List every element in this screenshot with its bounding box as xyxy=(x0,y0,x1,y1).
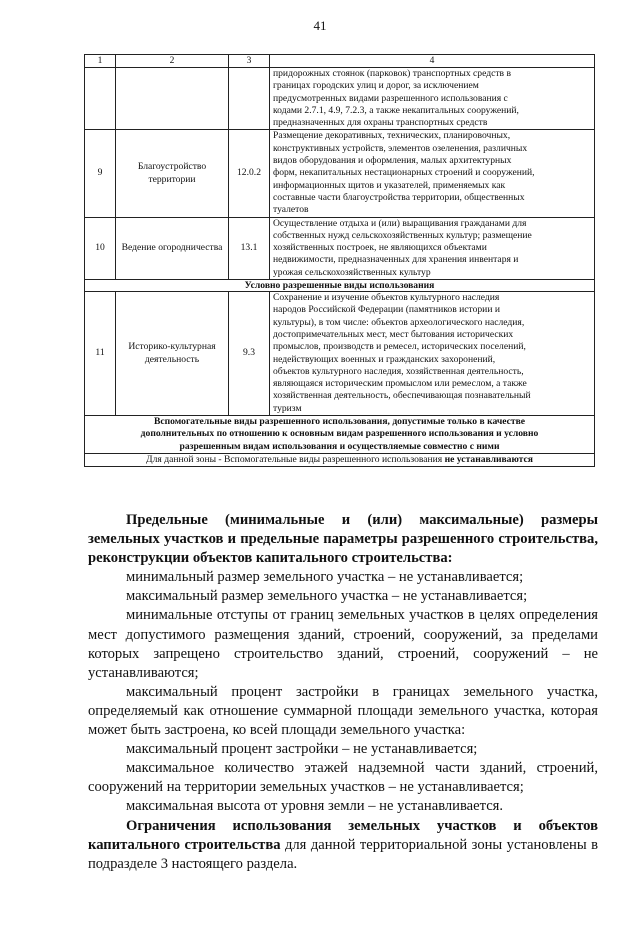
table-header-row xyxy=(85,55,595,68)
conditional-uses-header: Условно разрешенные виды использования xyxy=(85,280,595,292)
auxiliary-uses-header: Вспомогательные виды разрешенного использования, допустимые только в качестве дополнительных по отношению к основным видам разрешенного использования и условно разрешенным видам использования и осуществляемые совместно с ними xyxy=(85,416,595,454)
column-header: 4 xyxy=(270,55,595,68)
row-number: 11 xyxy=(85,292,116,416)
paragraph: максимальный размер земельного участка – не устанавливается; xyxy=(126,588,528,605)
description-cell: Сохранение и изучение объектов культурного наследия народов Российской Федерации (памятников истории и культуры), в том числе: объектов археологического наследия, достопримечательных мест, мест бытования исторических промыслов, производств и ремесел, исторических поселений, недействующих военных и гражданских захоронений, объектов культурного наследия, хозяйственная деятельность, являющаяся историческим промыслом или ремеслом, а также хозяйственная деятельность, обеспечивающая познавательный туризм xyxy=(270,292,595,416)
restrictions-paragraph: Ограничения использования земельных участков и объектов капитального строительства для данной территориальной зоны установлены в подразделе 3 настоящего раздела. xyxy=(88,817,598,872)
use-type-name: Историко-культурная деятельность xyxy=(116,292,229,416)
restrictions-bold: Ограничения использования земельных участков и объектов капитального строительства xyxy=(88,817,598,853)
row-number: 10 xyxy=(85,217,116,279)
land-use-table xyxy=(84,54,595,467)
parameters-heading: Предельные (минимальные и (или) максимальные) размеры земельных участков и предельные параметры разрешенного строительства, реконструкции объектов капитального строительства: xyxy=(88,512,598,567)
paragraph: максимальная высота от уровня земли – не устанавливается. xyxy=(126,798,504,815)
table-row-continuation xyxy=(85,68,595,130)
table-row xyxy=(85,292,595,416)
zone-note: Для данной зоны - Вспомогательные виды разрешенного использования не устанавливаются xyxy=(85,453,595,466)
paragraph: минимальные отступы от границ земельных участков в целях определения мест допустимого размещения зданий, строений, сооружений, за пределами которых запрещено строительство зданий, строений, сооружений – не устанавливаются; xyxy=(88,607,598,681)
use-type-code: 9.3 xyxy=(229,292,270,416)
paragraph: максимальное количество этажей надземной части зданий, строений, сооружений на территории земельных участков – не устанавливается; xyxy=(88,760,598,796)
column-header: 2 xyxy=(116,55,229,68)
page-number: 41 xyxy=(313,18,327,33)
zone-note-row xyxy=(85,453,595,466)
auxiliary-uses-header-row xyxy=(85,416,595,454)
description-cell: Осуществление отдыха и (или) выращивания гражданами для собственных нужд сельскохозяйственных культур; размещение хозяйственных построек, не являющихся объектами недвижимости, предназначенных для хранения инвентаря и урожая сельскохозяйственных культур xyxy=(270,217,595,279)
table-row xyxy=(85,217,595,279)
use-type-code: 13.1 xyxy=(229,217,270,279)
description-cell: придорожных стоянок (парковок) транспортных средств в границах городских улиц и дорог, за исключением предусмотренных видами разрешенного использования с кодами 2.7.1, 4.9, 7.2.3, а также некапитальных сооружений, предназначенных для охраны транспортных средств xyxy=(270,68,595,130)
table-row xyxy=(85,130,595,217)
use-type-code: 12.0.2 xyxy=(229,130,270,217)
paragraph: максимальный процент застройки в границах земельного участка, определяемый как отношение суммарной площади земельного участка, которая может быть застроена, ко всей площади земельного участка: xyxy=(88,683,598,739)
column-header: 3 xyxy=(229,55,270,68)
paragraph: минимальный размер земельного участка – не устанавливается; xyxy=(126,569,524,586)
column-header: 1 xyxy=(85,55,116,68)
parameters-section xyxy=(88,511,598,874)
description-cell: Размещение декоративных, технических, планировочных, конструктивных устройств, элементов озеленения, различных видов оборудования и оформления, малых архитектурных форм, некапитальных нестационарных строений и сооружений, информационных щитов и указателей, применяемых как составные части благоустройства территории, общественных туалетов xyxy=(270,130,595,217)
paragraph: максимальный процент застройки – не устанавливается; xyxy=(126,741,478,758)
use-type-name: Ведение огородничества xyxy=(116,217,229,279)
use-type-name: Благоустройство территории xyxy=(116,130,229,217)
section-header-row xyxy=(85,280,595,292)
row-number: 9 xyxy=(85,130,116,217)
